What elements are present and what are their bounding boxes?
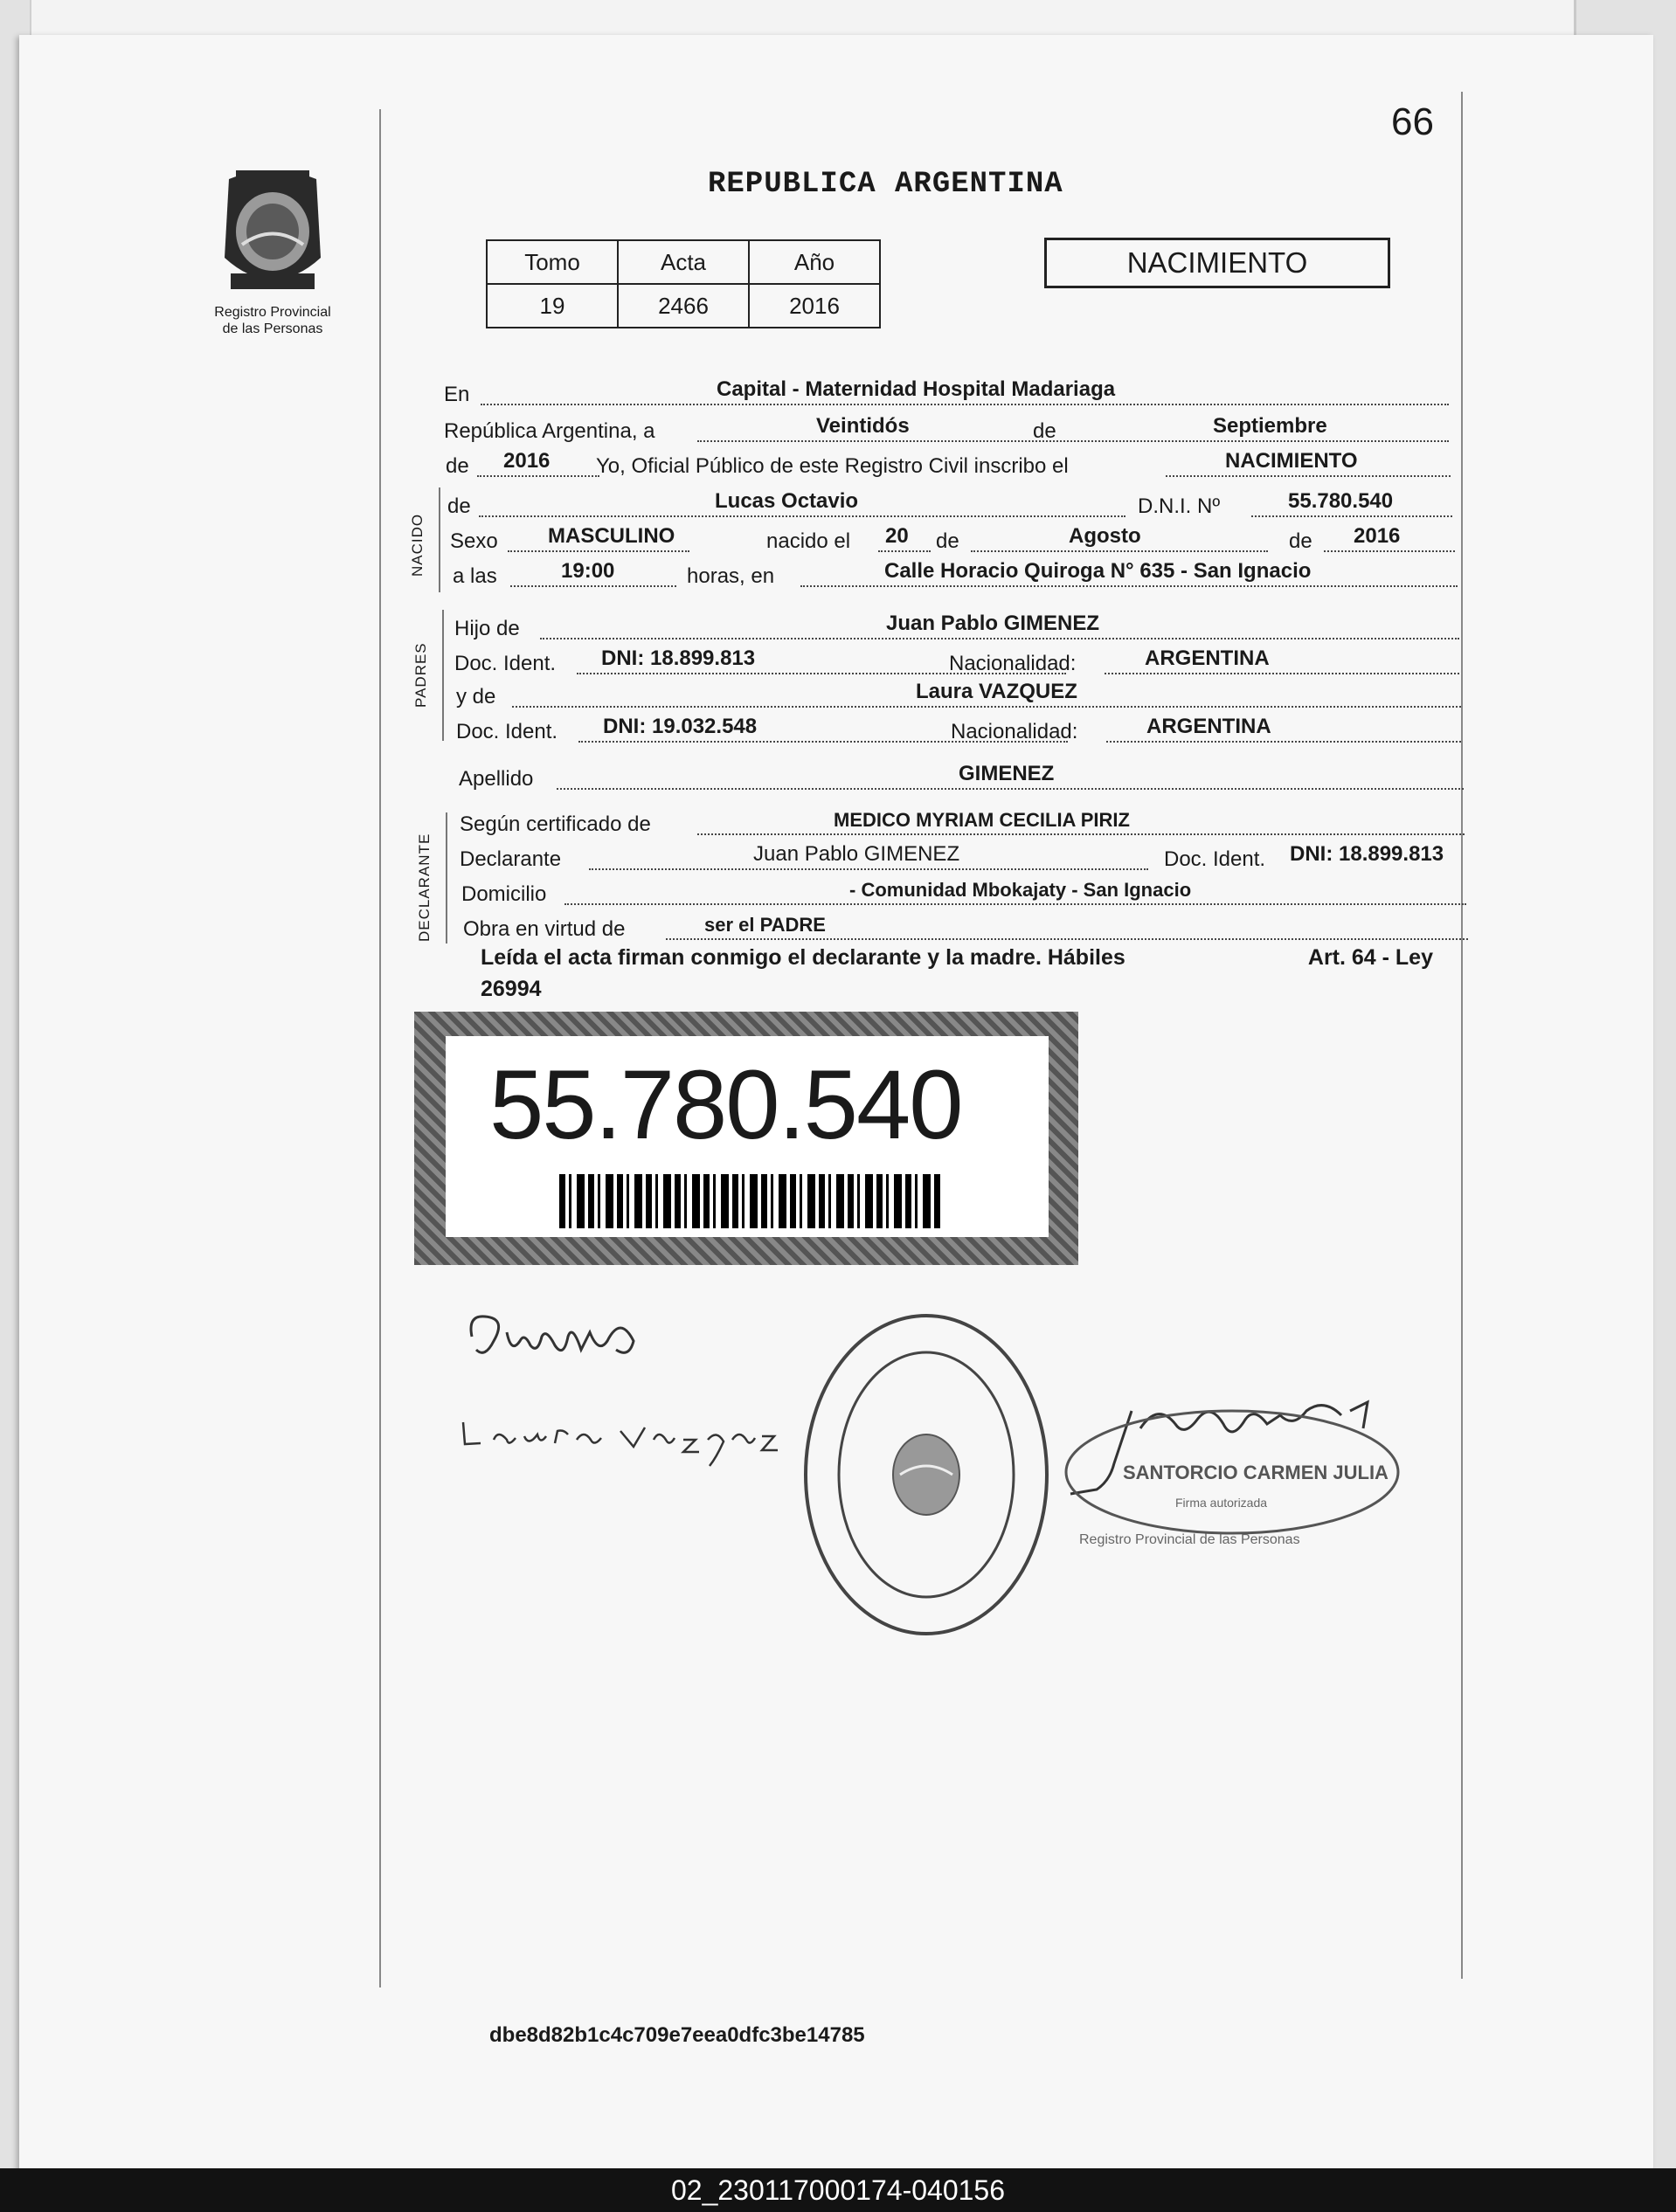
obra-value: ser el PADRE xyxy=(704,914,826,936)
mother-doc: DNI: 19.032.548 xyxy=(603,715,758,738)
en-label: En xyxy=(444,383,470,406)
father-nationality: ARGENTINA xyxy=(1145,646,1270,670)
de-label: de xyxy=(1033,419,1056,443)
officer-org: Registro Provincial de las Personas xyxy=(1079,1532,1300,1547)
closing-line-1-text: Leída el acta firman conmigo el declarante y la madre. Hábiles xyxy=(481,945,1125,970)
child-dni: 55.780.540 xyxy=(1288,489,1394,513)
republic-label: República Argentina, a xyxy=(444,419,655,443)
country-title: REPUBLICA ARGENTINA xyxy=(708,168,1063,201)
closing-line-2: 26994 xyxy=(481,977,542,1001)
cert-label: Según certificado de xyxy=(460,812,651,836)
left-margin-rule xyxy=(379,109,381,1987)
mother-nationality-label: Nacionalidad: xyxy=(951,720,1078,743)
closing-line-1-tail: Art. 64 - Ley xyxy=(1307,945,1433,970)
registry-header-acta: Acta xyxy=(618,240,749,284)
registry-value-acta: 2466 xyxy=(618,284,749,328)
registry-table-values xyxy=(487,284,880,328)
a-las-label: a las xyxy=(453,564,497,588)
registry-value-tomo: 19 xyxy=(487,284,618,328)
scan-id-bar: 02_230117000174-040156 xyxy=(0,2168,1676,2212)
birth-day: 20 xyxy=(885,524,909,548)
declarante-doc-label: Doc. Ident. xyxy=(1164,847,1266,871)
line-time-place xyxy=(453,559,1458,591)
year-value: 2016 xyxy=(503,449,551,473)
closing-line-1 xyxy=(481,942,1442,973)
line-declarant xyxy=(460,842,1465,874)
mother-signature-icon xyxy=(454,1405,786,1475)
line-mother-doc xyxy=(456,715,1461,746)
declarante-section-label: DECLARANTE xyxy=(416,833,433,942)
padres-section-label: PADRES xyxy=(412,642,429,708)
father-nationality-label: Nacionalidad: xyxy=(949,652,1077,675)
sexo-label: Sexo xyxy=(450,529,498,553)
horas-label: horas, en xyxy=(687,564,775,588)
apellido-value: GIMENEZ xyxy=(959,762,1055,785)
birth-place: Calle Horacio Quiroga N° 635 - San Ignacio xyxy=(884,559,1312,583)
line-father xyxy=(454,612,1459,643)
closing-statement xyxy=(481,942,1442,1005)
officer-signature-icon xyxy=(1062,1376,1437,1577)
registry-header-tomo: Tomo xyxy=(487,240,618,284)
y-de-label: y de xyxy=(456,685,496,709)
line-reason xyxy=(463,912,1468,944)
line-address xyxy=(461,877,1466,909)
registry-table-header xyxy=(487,240,880,284)
father-name: Juan Pablo GIMENEZ xyxy=(886,612,1100,635)
page-number: 66 xyxy=(1391,100,1434,143)
registry-value-ano: 2016 xyxy=(749,284,880,328)
declarante-doc: DNI: 18.899.813 xyxy=(1290,842,1444,866)
declarante-name: Juan Pablo GIMENEZ xyxy=(753,842,960,866)
child-name: Lucas Octavio xyxy=(715,489,859,513)
mother-nationality: ARGENTINA xyxy=(1146,715,1271,738)
birth-month: Agosto xyxy=(1069,524,1141,548)
officer-role: Firma autorizada xyxy=(1175,1496,1268,1510)
year-prefix-label: de xyxy=(446,454,469,478)
apellido-label: Apellido xyxy=(459,767,534,791)
day-value: Veintidós xyxy=(816,414,910,438)
nacido-de-label: de xyxy=(447,494,471,518)
dni-sticker-label xyxy=(446,1036,1049,1237)
emblem-caption-line-1: Registro Provincial xyxy=(214,305,331,320)
nacido-el-label: nacido el xyxy=(766,529,851,553)
birth-de-2: de xyxy=(1289,529,1312,553)
line-certificate xyxy=(460,807,1465,839)
father-doc: DNI: 18.899.813 xyxy=(601,646,756,670)
line-place xyxy=(444,377,1449,409)
nacido-bar xyxy=(439,487,440,592)
mother-name: Laura VAZQUEZ xyxy=(916,680,1077,703)
nacido-section-label: NACIDO xyxy=(409,513,426,577)
line-father-doc xyxy=(454,646,1459,678)
dni-sticker-number: 55.780.540 xyxy=(489,1050,962,1159)
right-margin-rule xyxy=(1461,92,1463,1979)
line-sex-birth xyxy=(450,524,1455,556)
provincial-emblem-icon xyxy=(211,162,334,306)
declarante-label: Declarante xyxy=(460,847,562,871)
official-stamp-icon xyxy=(800,1309,1053,1641)
domicilio-label: Domicilio xyxy=(461,882,547,906)
cert-value: MEDICO MYRIAM CECILIA PIRIZ xyxy=(834,809,1130,831)
domicilio-value: - Comunidad Mbokajaty - San Ignacio xyxy=(849,879,1192,901)
dni-label: D.N.I. Nº xyxy=(1138,494,1221,518)
line-name xyxy=(447,489,1452,521)
birth-year: 2016 xyxy=(1354,524,1401,548)
line-event xyxy=(446,449,1451,480)
mother-doc-label: Doc. Ident. xyxy=(456,720,558,743)
place-value: Capital - Maternidad Hospital Madariaga xyxy=(717,377,1116,401)
dni-sticker xyxy=(414,1012,1078,1265)
line-surname xyxy=(459,762,1464,793)
officer-name: SANTORCIO CARMEN JULIA xyxy=(1123,1462,1389,1483)
line-mother xyxy=(456,680,1461,711)
father-doc-label: Doc. Ident. xyxy=(454,652,557,675)
registry-header-ano: Año xyxy=(749,240,880,284)
padres-bar xyxy=(442,610,444,741)
registry-table xyxy=(486,239,881,328)
emblem-caption xyxy=(194,304,351,337)
hijo-de-label: Hijo de xyxy=(454,617,520,640)
declarante-bar xyxy=(446,812,447,944)
official-text: Yo, Oficial Público de este Registro Civil inscribo el xyxy=(596,454,1069,478)
month-value: Septiembre xyxy=(1213,414,1327,438)
birth-de-1: de xyxy=(936,529,959,553)
emblem-caption-line-2: de las Personas xyxy=(222,321,323,336)
record-type-box: NACIMIENTO xyxy=(1044,238,1390,288)
sexo-value: MASCULINO xyxy=(548,524,675,548)
event-value: NACIMIENTO xyxy=(1225,449,1358,473)
barcode-icon xyxy=(559,1174,944,1228)
father-signature-icon xyxy=(459,1306,668,1385)
birth-time: 19:00 xyxy=(561,559,615,583)
obra-label: Obra en virtud de xyxy=(463,917,626,941)
document-hash: dbe8d82b1c4c709e7eea0dfc3be14785 xyxy=(489,2023,865,2047)
line-date xyxy=(444,414,1449,446)
